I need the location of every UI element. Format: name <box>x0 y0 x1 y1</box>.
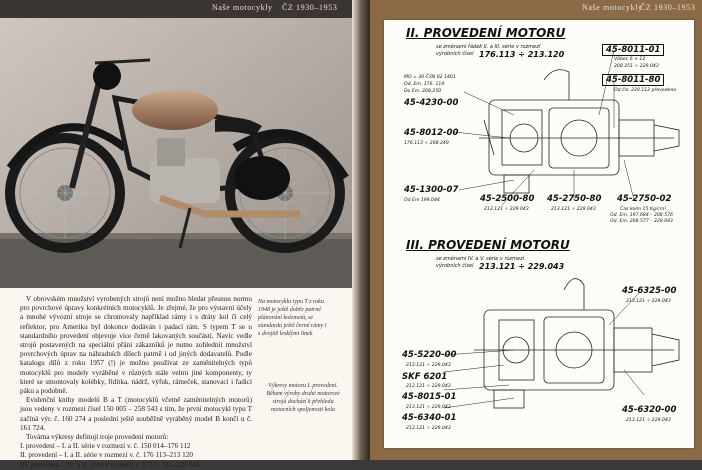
part-note: Od čís. 220.112 převedeno <box>614 88 677 93</box>
list-item: II. provedení – I. a II. série v rozmezí v. č. 176 113–213 120 <box>20 451 193 460</box>
part-note: 213.121 ÷ 229.043 <box>484 207 529 212</box>
technical-drawing-plate <box>384 20 694 448</box>
left-header-title: Naše motocykly <box>212 3 273 12</box>
part-number: 45-2750-02 <box>617 194 672 204</box>
right-page <box>370 0 702 460</box>
part-note: 213.121 ÷ 229.043 <box>406 363 451 368</box>
bottom-drawing-range: 213.121 ÷ 229.043 <box>479 262 565 271</box>
left-header <box>0 0 352 18</box>
part-number: SKF 6201 <box>402 372 448 382</box>
bottom-drawing-title: III. PROVEDENÍ MOTORU <box>406 238 570 252</box>
left-body-text <box>20 295 252 470</box>
part-note: Do Em. 208.250 <box>404 89 442 94</box>
part-note: MO = 30 ČSN 02 1401 <box>404 75 456 80</box>
part-note: 213.121 ÷ 229.043 <box>406 384 451 389</box>
drawing-caption: Výkresy motoru I. provedení. Během výroby druhé motorové strojů dochází k přehledu motorních spoljenosti kola <box>266 383 340 413</box>
motorcycle-photo <box>0 18 352 288</box>
part-note: 213.121 ÷ 229.043 <box>626 299 671 304</box>
part-note: Čas kolm 15 Kg/cm² <box>620 207 667 212</box>
part-number: 45-8011-80 <box>602 74 664 86</box>
part-number: 45-4230-00 <box>404 98 459 108</box>
right-header-title: Naše motocykly <box>582 3 643 12</box>
list-item: III. provedení – IV. a V. série v rozmezí v. č. 213 121–229 043 <box>20 460 200 469</box>
part-note: Od Em 199.044 <box>404 198 440 203</box>
part-number: 45-6325-00 <box>622 286 677 296</box>
part-note: 176.113 ÷ 208.249 <box>404 141 449 146</box>
top-drawing-title: II. PROVEDENÍ MOTORU <box>406 26 566 40</box>
part-note: 213.121 ÷ 229.043 <box>406 426 451 431</box>
right-header <box>370 0 702 18</box>
list-item: I. provedení – I. a II. série v rozmezí v. č. 150 014–176 112 <box>20 442 191 451</box>
part-number: 45-5220-00 <box>402 350 457 360</box>
part-number: 45-8015-01 <box>402 392 457 402</box>
part-note: 213.121 ÷ 229.043 <box>551 207 596 212</box>
part-number: 45-8011-01 <box>602 44 664 56</box>
body-paragraph-2: Evidenční knihy modelů B a T (motocyklů včetně zaměnitelných motorů) jsou vedeny v rozmezí čísel 150 005 – 258 543 s tím, že první motocykl typu T začíná výr. č. 160 274 a poslední ještě souběžně vyráběný model B končí u č. 161 724. <box>20 396 252 432</box>
right-header-years: ČZ 1930–1953 <box>640 3 696 12</box>
bottom-drawing-subtitle-2: výrobních čísel <box>436 263 474 269</box>
part-note: 213.121 ÷ 229.043 <box>406 405 451 410</box>
book-gutter <box>352 0 370 460</box>
photo-caption: Na motocyklu typu T z roku 1948 je ještě dobře patrné plánování kolemetů, se standardu ještě černé rámy i s dvojitě lesklými linek <box>258 299 327 337</box>
body-paragraph-1: V obrovském množství vyrobených strojů není možno hledat přesnou normu pro povrchové úpravy konkrétních motocyklů. Je zřejmé, že pro výstavní účely a mnohé vývozní stroje se chromovaly například rámy i s dráty kol či celý reflektor, pro Ameriku byl dokonce dodáván i padací rám. S typem T se u standardního provedení objevuje více černě lakovaných součástí. Navíc vedle strojů postavených na speciální přání zákazníků je nutno zohlednit množství povrchových úprav na náhradních dílech patrně i od jiných dodavatelů. Podle katalogu dílů z roku 1957 (!) je možno používat ze zaměnitelných typů motocyklů pro modely vyráběné v různých stále velmi jiné komponenty, ty které se smontovaly kolébky, řídítka, nádrž, výfuk, rámeček, stanovací i řadicí páku a podobně. <box>20 295 252 396</box>
part-note: Vůbec 6 × 12 <box>614 57 646 62</box>
left-header-years: ČZ 1930–1953 <box>282 3 338 12</box>
part-note: 208.251 ÷ 229.043 <box>614 64 659 69</box>
part-number: 45-2750-80 <box>547 194 602 204</box>
part-number: 45-6340-01 <box>402 413 457 423</box>
part-number: 45-6320-00 <box>622 405 677 415</box>
part-number: 45-8012-00 <box>404 128 459 138</box>
body-paragraph-3: Továrna výkresy definují troje provedení motorů: <box>26 433 169 442</box>
top-drawing-subtitle: se změnami řádek II. a III. série v rozmezí <box>436 44 541 50</box>
part-note: Od. Em. 208.577 – 229.043 <box>610 219 673 224</box>
part-note: Od. Em. 197.684 – 208.576 <box>610 213 673 218</box>
part-note: 213.121 ÷ 229.043 <box>626 418 671 423</box>
part-note: Od. Em. 176. 114 <box>404 82 445 87</box>
bottom-drawing-subtitle: se změnami IV. a V. série v rozmezí <box>436 256 525 262</box>
top-drawing-subtitle-2: výrobních čísel <box>436 51 474 57</box>
part-number: 45-2500-80 <box>480 194 535 204</box>
part-number: 45-1300-07 <box>404 185 459 195</box>
top-drawing-range: 176.113 ÷ 213.120 <box>479 50 565 59</box>
